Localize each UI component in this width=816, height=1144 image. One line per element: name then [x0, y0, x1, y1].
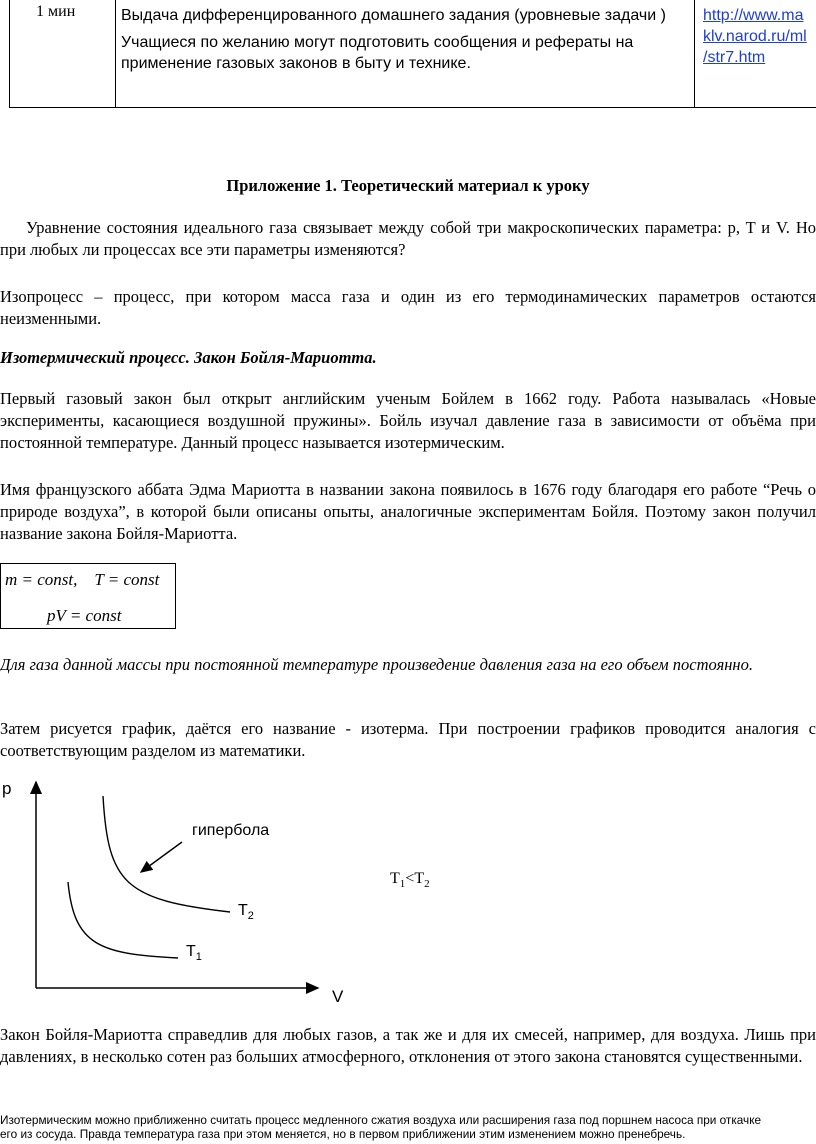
table-column-divider [115, 0, 116, 108]
isotherm-curve-t1 [68, 882, 178, 958]
time-cell: 1 мин [36, 3, 76, 20]
x-axis-label: V [332, 987, 344, 1006]
curve-label-t2: $T_2$ [238, 902, 254, 922]
resource-link-part[interactable]: http://www.ma [703, 7, 804, 24]
appendix-title: Приложение 1. Теоретический материал к уроку [226, 176, 590, 195]
paragraph-law-validity: Закон Бойля-Мариотта справедлив для любых газов, а так же и для их смесей, например, для воздуха. Лишь при давлениях, в несколько сотен раз больших атмосферного, отклонения от этого закона становятся существенными. [0, 1025, 816, 1066]
paragraph-mariotte: Имя французского аббата Эдма Мариотта в названии закона появилось в 1676 году благодаря его работе “Речь о природе воздуха”, в которой были описаны опыты, аналогичные экспериментам Бойля. Поэтому закон получил название закона Бойля-Мариотта. [0, 480, 816, 543]
formula-law: pV = const [47, 606, 122, 625]
table-column-divider [694, 0, 695, 108]
task-homework-text: Выдача дифференцированного домашнего задания (уровневые задачи ) [121, 7, 666, 24]
footnote-line: Изотермическим можно приближенно считать процесс медленного сжатия воздуха или расширения газа под поршнем насоса при откачке [0, 1113, 762, 1127]
resource-link-part[interactable]: klv.narod.ru/ml [703, 28, 807, 45]
hyperbola-label: гипербола [192, 822, 270, 839]
task-reports-text: Учащиеся по желанию могут подготовить сообщения и рефераты на применение газовых законов в быту и технике. [121, 34, 634, 72]
footnote-line: его из сосуда. Правда температура газа при этом меняется, но в первом приближении этим изменением можно пренебречь. [0, 1127, 686, 1141]
task-cell [121, 5, 691, 74]
footnote [0, 1113, 816, 1141]
temperature-relation: $T_1<T_2$ [390, 870, 430, 890]
resource-link-part[interactable]: /str7.htm [703, 49, 766, 66]
paragraph-isotherm-graph: Затем рисуется график, даётся его название - изотерма. При построении графиков проводится аналогия с соответствующим разделом из математики. [0, 719, 816, 760]
paragraph-isoprocess-definition: Изопроцесс – процесс, при котором масса газа и один из его термодинамических параметров остаются неизменными. [0, 287, 816, 328]
curve-label-t1: $T_1$ [186, 943, 202, 963]
paragraph-law-statement: Для газа данной массы при постоянной температуре произведение давления газа на его объем постоянно. [0, 655, 753, 674]
hyperbola-pointer-arrow [141, 842, 182, 872]
paragraph-state-equation: Уравнение состояния идеального газа связывает между собой три макроскопических параметра: p, T и V. Но при любых ли процессах все эти параметры изменяются? [0, 218, 816, 259]
isotherm-graph [0, 774, 460, 1010]
resource-link[interactable] [703, 5, 807, 68]
formula-conditions: m = const, T = const [5, 570, 160, 589]
heading-isothermal-process: Изотермический процесс. Закон Бойля-Мариотта. [0, 348, 377, 367]
boyle-mariotte-formula-box [0, 563, 176, 629]
paragraph-boyle: Первый газовый закон был открыт английским ученым Бойлем в 1662 году. Работа называлась «Новые эксперименты, касающиеся воздушной пружины». Бойль изучал давление газа в зависимости от объёма при постоянной температуре. Данный процесс называется изотермическим. [0, 389, 816, 452]
y-axis-label: p [2, 779, 12, 798]
